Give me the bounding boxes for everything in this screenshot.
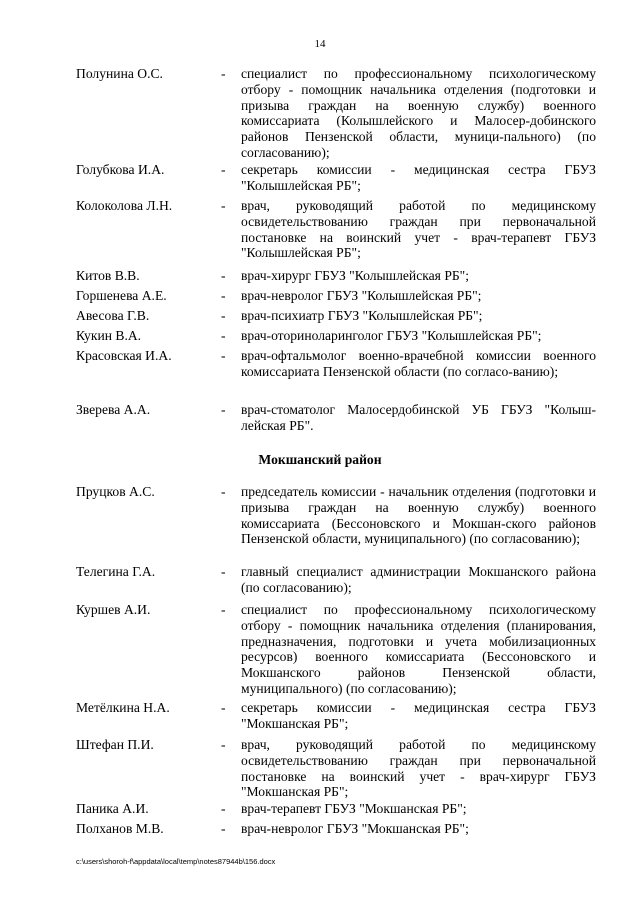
dash: -: [221, 198, 226, 213]
member-name: Штефан П.И.: [76, 737, 154, 752]
member-role: врач-офтальмолог военно-врачебной комиссии военного комиссариата Пензенской области (по согласо-ванию);: [241, 348, 596, 379]
dash: -: [221, 162, 226, 177]
list-item: [76, 402, 596, 434]
list-item: [76, 288, 596, 304]
list-item: [76, 564, 596, 596]
member-name: Паника А.И.: [76, 801, 149, 816]
page-number: 14: [314, 38, 326, 50]
dash: -: [221, 564, 226, 579]
member-role: врач-невролог ГБУЗ "Мокшанская РБ";: [241, 821, 469, 836]
member-name: Пруцков А.С.: [76, 484, 155, 499]
list-item: [76, 328, 596, 344]
dash: -: [221, 308, 226, 323]
member-role: секретарь комиссии - медицинская сестра ГБУЗ "Колышлейская РБ";: [241, 162, 596, 193]
member-role: врач-хирург ГБУЗ "Колышлейская РБ";: [241, 268, 470, 283]
dash: -: [221, 484, 226, 499]
member-name: Полханов М.В.: [76, 821, 164, 836]
member-role: врач-оториноларинголог ГБУЗ "Колышлейская РБ";: [241, 328, 542, 343]
member-name: Колоколова Л.Н.: [76, 198, 173, 213]
list-item: [76, 308, 596, 324]
dash: -: [221, 402, 226, 417]
member-role: секретарь комиссии - медицинская сестра ГБУЗ "Мокшанская РБ";: [241, 700, 596, 731]
dash: -: [221, 328, 226, 343]
member-name: Китов В.В.: [76, 268, 140, 283]
dash: -: [221, 66, 226, 81]
member-name: Метёлкина Н.А.: [76, 700, 170, 715]
dash: -: [221, 288, 226, 303]
dash: -: [221, 801, 226, 816]
list-item: [76, 268, 596, 284]
dash: -: [221, 700, 226, 715]
list-item: [76, 66, 596, 161]
member-role: специалист по профессиональному психологическому отбору - помощник начальника отделения (планирования, предназначения, подготовки и учета мобилизационных ресурсов) военного комиссариата (Бессоновского и Мокшанского районов Пензенской области, муниципального) (по согласованию);: [241, 602, 596, 696]
dash: -: [221, 737, 226, 752]
dash: -: [221, 602, 226, 617]
file-path-footer: c:\users\shoroh-f\appdata\local\temp\notes87944b\156.docx: [76, 857, 276, 866]
section-heading: Мокшанский район: [258, 452, 382, 467]
member-name: Красовская И.А.: [76, 348, 172, 363]
member-name: Куршев А.И.: [76, 602, 151, 617]
member-name: Горшенева А.Е.: [76, 288, 167, 303]
member-role: специалист по профессиональному психологическому отбору - помощник начальника отделения (подготовки и призыва граждан на военную службу) военного комиссариата (Колышлейского и Малосер-добинского районов Пензенской области, муници-пального) (по согласованию);: [241, 66, 596, 160]
member-role: врач-терапевт ГБУЗ "Мокшанская РБ";: [241, 801, 467, 816]
list-item: [76, 484, 596, 547]
list-item: [76, 348, 596, 380]
dash: -: [221, 821, 226, 836]
member-role: врач-невролог ГБУЗ "Колышлейская РБ";: [241, 288, 482, 303]
list-item: [76, 198, 596, 261]
list-item: [76, 737, 596, 800]
member-name: Авесова Г.В.: [76, 308, 150, 323]
list-item: [76, 602, 596, 697]
list-item: [76, 162, 596, 194]
member-name: Зверева А.А.: [76, 402, 151, 417]
member-name: Голубкова И.А.: [76, 162, 165, 177]
dash: -: [221, 348, 226, 363]
member-role: врач, руководящий работой по медицинскому освидетельствованию граждан при первоначальной постановке на воинский учет - врач-терапевт ГБУЗ "Колышлейская РБ";: [241, 198, 596, 261]
member-role: врач-психиатр ГБУЗ "Колышлейская РБ";: [241, 308, 483, 323]
dash: -: [221, 268, 226, 283]
member-role: врач-стоматолог Малосердобинской УБ ГБУЗ "Колыш-лейская РБ".: [241, 402, 596, 433]
member-role: врач, руководящий работой по медицинскому освидетельствованию граждан при первоначальной постановке на воинский учет - врач-хирург ГБУЗ "Мокшанская РБ";: [241, 737, 596, 800]
member-name: Телегина Г.А.: [76, 564, 156, 579]
list-item: [76, 801, 596, 817]
member-name: Полунина О.С.: [76, 66, 163, 81]
member-role: председатель комиссии - начальник отделения (подготовки и призыва граждан на военную службу) военного комиссариата (Бессоновского и Мокшан-ского районов Пензенской области, муниципального) (по согласованию);: [241, 484, 596, 547]
member-name: Кукин В.А.: [76, 328, 142, 343]
member-role: главный специалист администрации Мокшанского района (по согласованию);: [241, 564, 596, 595]
list-item: [76, 821, 596, 837]
list-item: [76, 700, 596, 732]
